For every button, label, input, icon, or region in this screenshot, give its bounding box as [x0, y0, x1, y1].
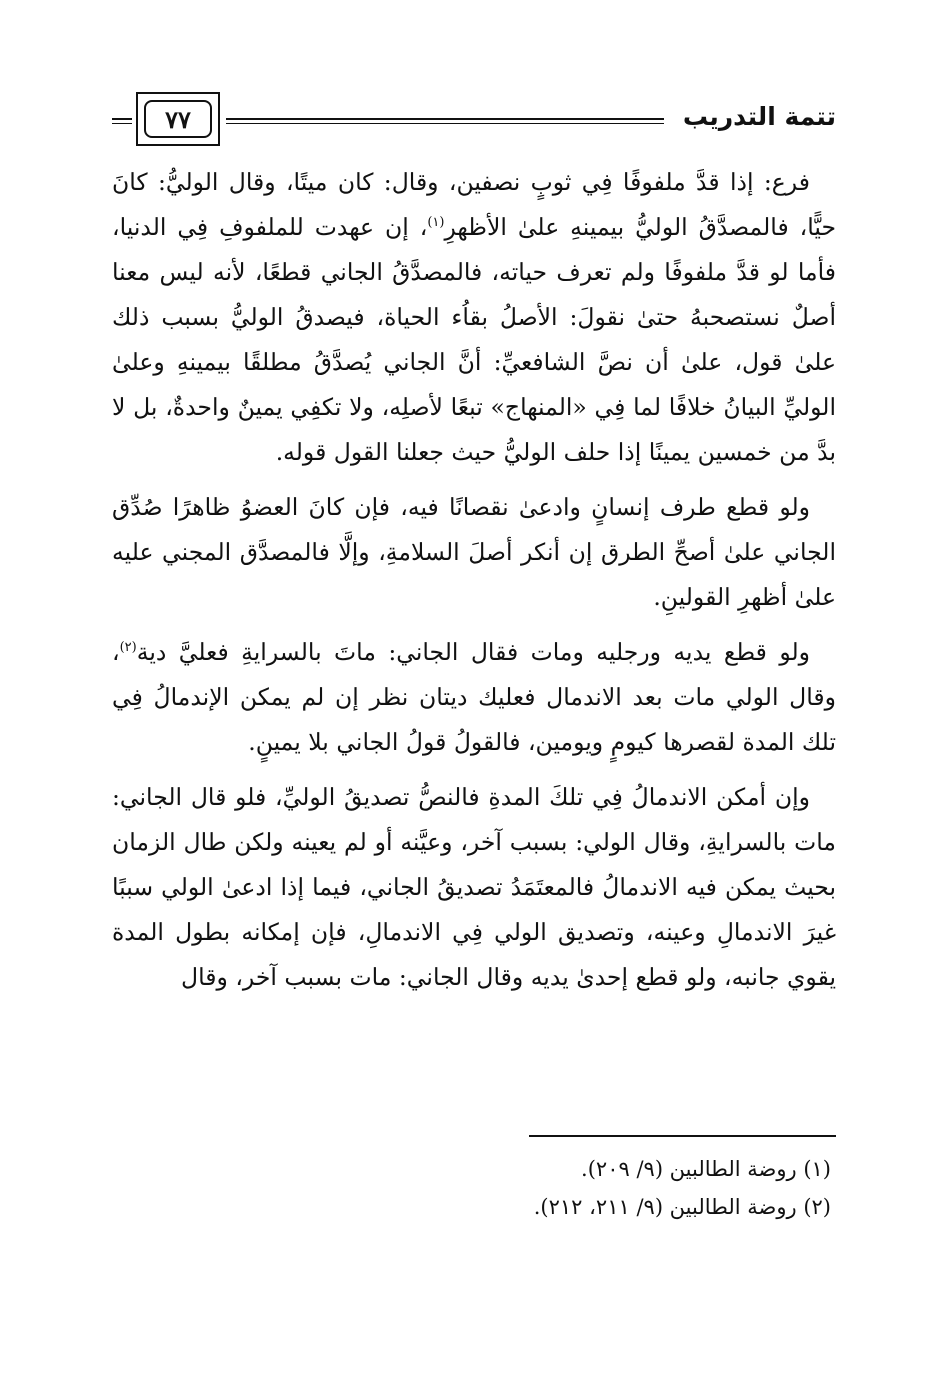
footnote-mark: (١) — [427, 215, 445, 231]
header-rule — [226, 118, 664, 124]
header-rule-left — [112, 118, 132, 124]
paragraph: ولو قطع طرف إنسانٍ وادعىٰ نقصانًا فيه، فإن كانَ العضوُ ظاهرًا صُدِّق الجاني علىٰ أصحِّ الطرق إن أنكر أصلَ السلامةِ، وإلَّا فالمصدَّق المجني عليه علىٰ أظهرِ القولينِ. — [112, 493, 836, 611]
main-text — [112, 160, 836, 1010]
footnote-mark: (٢) — [119, 640, 137, 656]
paragraph: وإن أمكن الاندمالُ فِي تلكَ المدةِ فالنصُّ تصديقُ الوليِّ، فلو قال الجاني: مات بالسرايةِ، وقال الولي: بسبب آخر، وعيَّنه أو لم يعينه ولكن طال الزمان بحيث يمكن فيه الاندمالُ فالمعتَمَدُ تصديقُ الجاني، فيما إذا ادعىٰ الولي سببًا غيرَ الاندمالِ وعينه، وتصديق الولي فِي الاندمالِ، فإن إمكانه بطول المدة يقوي جانبه، ولو قطع إحدىٰ يديه وقال الجاني: مات بسبب آخر، وقال — [112, 783, 836, 991]
page-header — [112, 92, 836, 150]
footnote: (١) روضة الطالبين (٩/ ٢٠٩). — [581, 1157, 831, 1181]
page-number: ٧٧ — [144, 100, 212, 138]
paragraph: ولو قطع يديه ورجليه ومات فقال الجاني: ماتَ بالسرايةِ فعليَّ دية$^{(٢)}$، وقال الولي مات بعد الاندمال فعليك ديتان نظر إن لم يمكن الإندمالُ فِي تلك المدة لقصرها كيومٍ ويومين، فالقولُ قولُ الجاني بلا يمينٍ. — [112, 638, 836, 756]
footnote-separator — [529, 1135, 836, 1137]
footnotes — [107, 1150, 831, 1226]
footnote: (٢) روضة الطالبين (٩/ ٢١١، ٢١٢). — [533, 1195, 831, 1219]
running-title: تتمة التدريب — [682, 102, 836, 131]
page-number-box — [136, 92, 220, 146]
paragraph: فرع: إذا قدَّ ملفوفًا فِي ثوبٍ نصفين، وقال: كان ميتًا، وقال الوليُّ: كانَ حيًّا، فالمصدَّقُ الوليُّ بيمينهِ علىٰ الأظهرِ$^{(١)}$، إن عهدت للملفوفِ فِي الدنيا، فأما لو قدَّ ملفوفًا ولم تعرف حياته، فالمصدَّقُ الجاني قطعًا، لأنه ليس معنا أصلٌ نستصحبهُ حتىٰ نقولَ: الأصلُ بقاُء الحياة، فيصدقُ الوليُّ بسبب ذلك علىٰ قول، علىٰ أن نصَّ الشافعيِّ: أنَّ الجاني يُصدَّقُ مطلقًا بيمينهِ وعلىٰ الوليِّ البيانُ خلافًا لما فِي «المنهاج» تبعًا لأصلِه، ولا تكفِي يمينٌ واحدةٌ، بل لا بدَّ من خمسين يمينًا إذا حلف الوليُّ حيث جعلنا القول قوله. — [112, 168, 837, 466]
